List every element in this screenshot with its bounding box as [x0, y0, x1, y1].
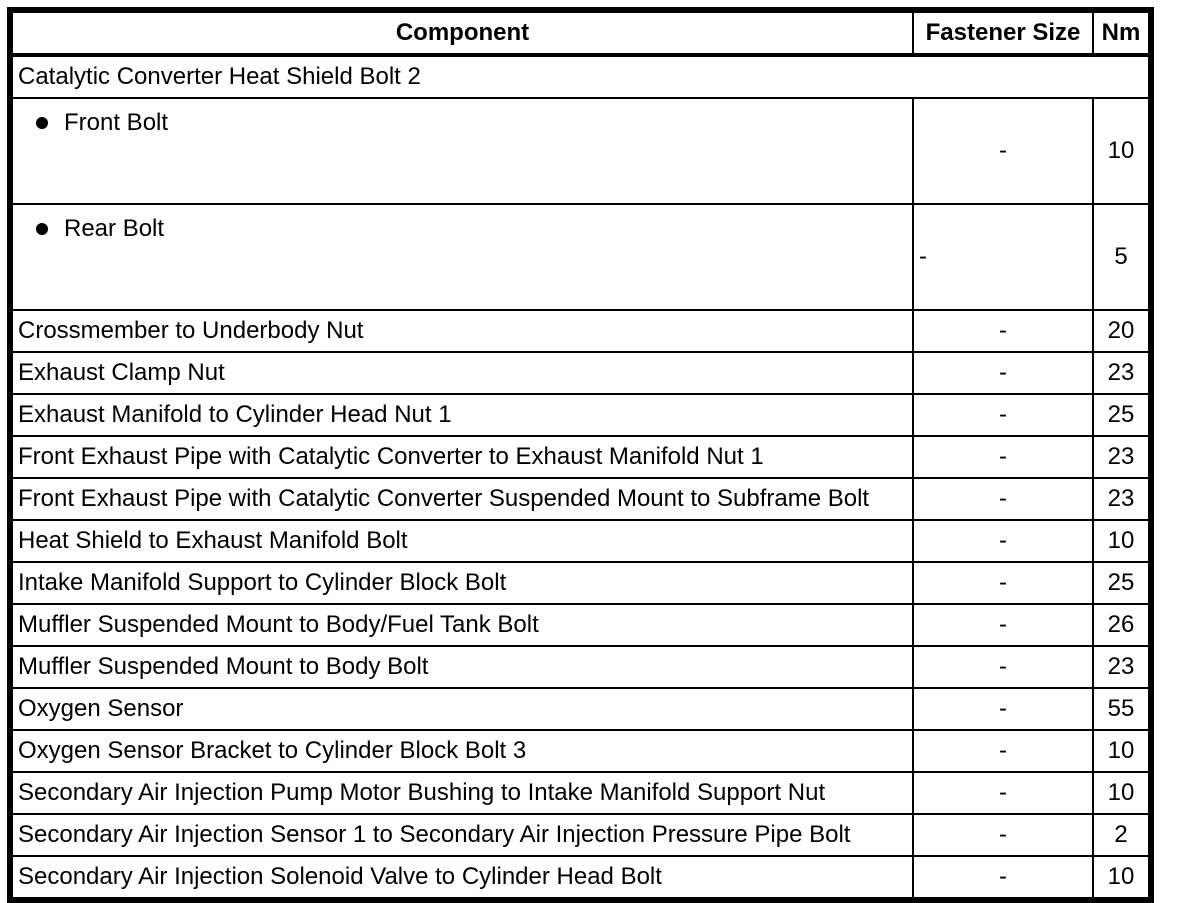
component-cell: Muffler Suspended Mount to Body/Fuel Tank Bolt — [10, 604, 913, 646]
column-header-nm: Nm — [1093, 10, 1151, 55]
component-cell: Oxygen Sensor — [10, 688, 913, 730]
component-cell — [10, 98, 913, 204]
component-cell: Intake Manifold Support to Cylinder Block Bolt — [10, 562, 913, 604]
component-cell: Secondary Air Injection Pump Motor Bushing to Intake Manifold Support Nut — [10, 772, 913, 814]
component-cell: Exhaust Manifold to Cylinder Head Nut 1 — [10, 394, 913, 436]
table-row-rear-bolt — [10, 204, 1151, 310]
fastener-size-cell: - — [913, 856, 1093, 900]
fastener-size-cell: - — [913, 562, 1093, 604]
nm-cell: 2 — [1093, 814, 1151, 856]
fastener-size-cell: - — [913, 520, 1093, 562]
nm-cell: 10 — [1093, 856, 1151, 900]
nm-cell: 10 — [1093, 520, 1151, 562]
fastener-size-cell: - — [913, 772, 1093, 814]
nm-cell: 25 — [1093, 394, 1151, 436]
nm-cell: 23 — [1093, 436, 1151, 478]
component-cell: Muffler Suspended Mount to Body Bolt — [10, 646, 913, 688]
component-cell: Crossmember to Underbody Nut — [10, 310, 913, 352]
nm-cell: 23 — [1093, 478, 1151, 520]
component-cell: Oxygen Sensor Bracket to Cylinder Block Bolt 3 — [10, 730, 913, 772]
table-row — [10, 520, 1151, 562]
table-row — [10, 478, 1151, 520]
fastener-size-cell: - — [913, 730, 1093, 772]
fastener-size-cell: - — [913, 688, 1093, 730]
fastener-size-cell: - — [913, 394, 1093, 436]
nm-cell: 23 — [1093, 646, 1151, 688]
fastener-size-cell: - — [913, 436, 1093, 478]
section-title: Catalytic Converter Heat Shield Bolt 2 — [10, 55, 1151, 98]
table-row — [10, 814, 1151, 856]
fastener-size-cell: - — [913, 646, 1093, 688]
fastener-size-cell: - — [913, 604, 1093, 646]
fastener-size-cell: - — [913, 352, 1093, 394]
table-row — [10, 856, 1151, 900]
nm-cell: 55 — [1093, 688, 1151, 730]
nm-cell: 10 — [1093, 98, 1151, 204]
table-row — [10, 646, 1151, 688]
table-row — [10, 730, 1151, 772]
fastener-size-cell: - — [913, 204, 1093, 310]
component-cell: Exhaust Clamp Nut — [10, 352, 913, 394]
column-header-fastener-size: Fastener Size — [913, 10, 1093, 55]
fastener-size-cell: - — [913, 814, 1093, 856]
fastener-size-cell: - — [913, 310, 1093, 352]
component-label: Front Bolt — [64, 109, 169, 136]
table-row — [10, 310, 1151, 352]
component-cell: Heat Shield to Exhaust Manifold Bolt — [10, 520, 913, 562]
bullet-icon — [36, 223, 48, 235]
column-header-component: Component — [10, 10, 913, 55]
table-row — [10, 394, 1151, 436]
table-row-front-bolt — [10, 98, 1151, 204]
torque-spec-table — [7, 7, 1154, 903]
component-cell: Front Exhaust Pipe with Catalytic Converter Suspended Mount to Subframe Bolt — [10, 478, 913, 520]
table-row — [10, 772, 1151, 814]
table-row — [10, 436, 1151, 478]
table-row — [10, 352, 1151, 394]
table-row — [10, 562, 1151, 604]
header-row — [10, 10, 1151, 55]
nm-cell: 26 — [1093, 604, 1151, 646]
nm-cell: 5 — [1093, 204, 1151, 310]
component-cell: Secondary Air Injection Sensor 1 to Secondary Air Injection Pressure Pipe Bolt — [10, 814, 913, 856]
table-row — [10, 688, 1151, 730]
section-row — [10, 55, 1151, 98]
component-cell: Front Exhaust Pipe with Catalytic Converter to Exhaust Manifold Nut 1 — [10, 436, 913, 478]
component-label: Rear Bolt — [64, 215, 165, 242]
nm-cell: 20 — [1093, 310, 1151, 352]
fastener-size-cell: - — [913, 478, 1093, 520]
table-row — [10, 604, 1151, 646]
bullet-icon — [36, 117, 48, 129]
nm-cell: 25 — [1093, 562, 1151, 604]
nm-cell: 23 — [1093, 352, 1151, 394]
nm-cell: 10 — [1093, 730, 1151, 772]
component-cell — [10, 204, 913, 310]
component-cell: Secondary Air Injection Solenoid Valve to Cylinder Head Bolt — [10, 856, 913, 900]
nm-cell: 10 — [1093, 772, 1151, 814]
fastener-size-cell: - — [913, 98, 1093, 204]
